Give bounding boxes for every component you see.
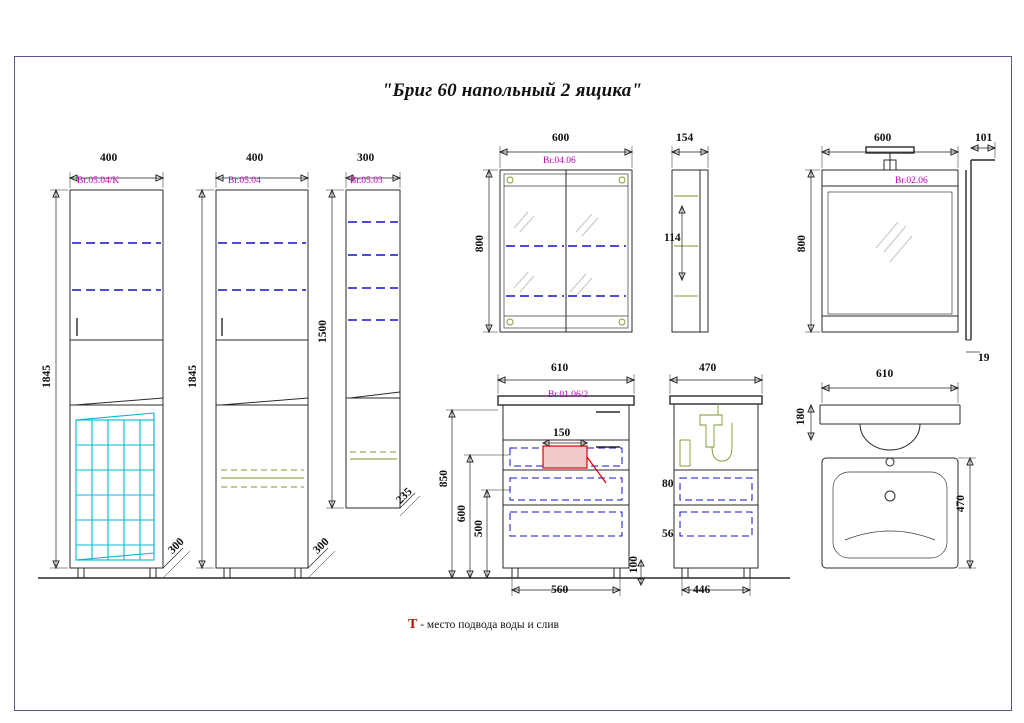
dim-side-80: 80 — [662, 478, 674, 490]
dim-width-400-mid: 400 — [246, 152, 264, 164]
dim-width-600-mirror: 600 — [874, 132, 892, 144]
dim-width-600-cabinet: 600 — [552, 132, 570, 144]
dim-height-800-mirror: 800 — [796, 235, 808, 253]
code-br-05-03: Br.05.03 — [350, 176, 383, 186]
legend — [408, 617, 559, 633]
dim-side-56: 56 — [662, 528, 674, 540]
dim-base-446: 446 — [693, 584, 711, 596]
dim-mirror-101: 101 — [975, 132, 993, 144]
dim-width-300-narrow: 300 — [357, 152, 375, 164]
dim-drawer-150: 150 — [553, 427, 571, 439]
dim-height-800-cabinet: 800 — [474, 235, 486, 253]
dim-plinth-100: 100 — [628, 556, 640, 574]
code-br-02-06: Br.02.06 — [895, 176, 928, 186]
dim-basin-610: 610 — [876, 368, 894, 380]
legend-text: - место подвода воды и слив — [420, 619, 559, 631]
dim-side-154: 154 — [676, 132, 694, 144]
dim-depth-300-mid: 300 — [311, 535, 332, 557]
code-br-01-06-2: Br.01.06/2 — [548, 390, 589, 400]
dim-height-500: 500 — [473, 520, 485, 538]
dim-height-850: 850 — [438, 470, 450, 488]
code-br-04-06: Br.04.06 — [543, 156, 576, 166]
dim-side-470-vanity: 470 — [699, 362, 717, 374]
legend-t-symbol: T — [408, 617, 418, 632]
dim-height-1500: 1500 — [317, 320, 329, 343]
dim-width-400-left: 400 — [100, 152, 118, 164]
code-br-05-04: Br.05.04 — [228, 176, 261, 186]
dim-base-560: 560 — [551, 584, 569, 596]
dim-width-610-vanity: 610 — [551, 362, 569, 374]
code-br-05-04-k: Br.05.04/K — [77, 176, 120, 186]
dim-side-114: 114 — [664, 232, 681, 244]
dim-height-1845-mid: 1845 — [187, 365, 199, 388]
dim-basin-470: 470 — [955, 495, 967, 513]
dim-basin-180: 180 — [795, 408, 807, 426]
drawing-title: "Бриг 60 напольный 2 ящика" — [381, 80, 643, 101]
dim-depth-235: 235 — [394, 485, 415, 507]
dim-depth-300-left: 300 — [166, 535, 187, 557]
dim-mirror-19: 19 — [978, 352, 990, 364]
dim-height-600: 600 — [456, 505, 468, 523]
dim-height-1845-left: 1845 — [41, 365, 53, 388]
